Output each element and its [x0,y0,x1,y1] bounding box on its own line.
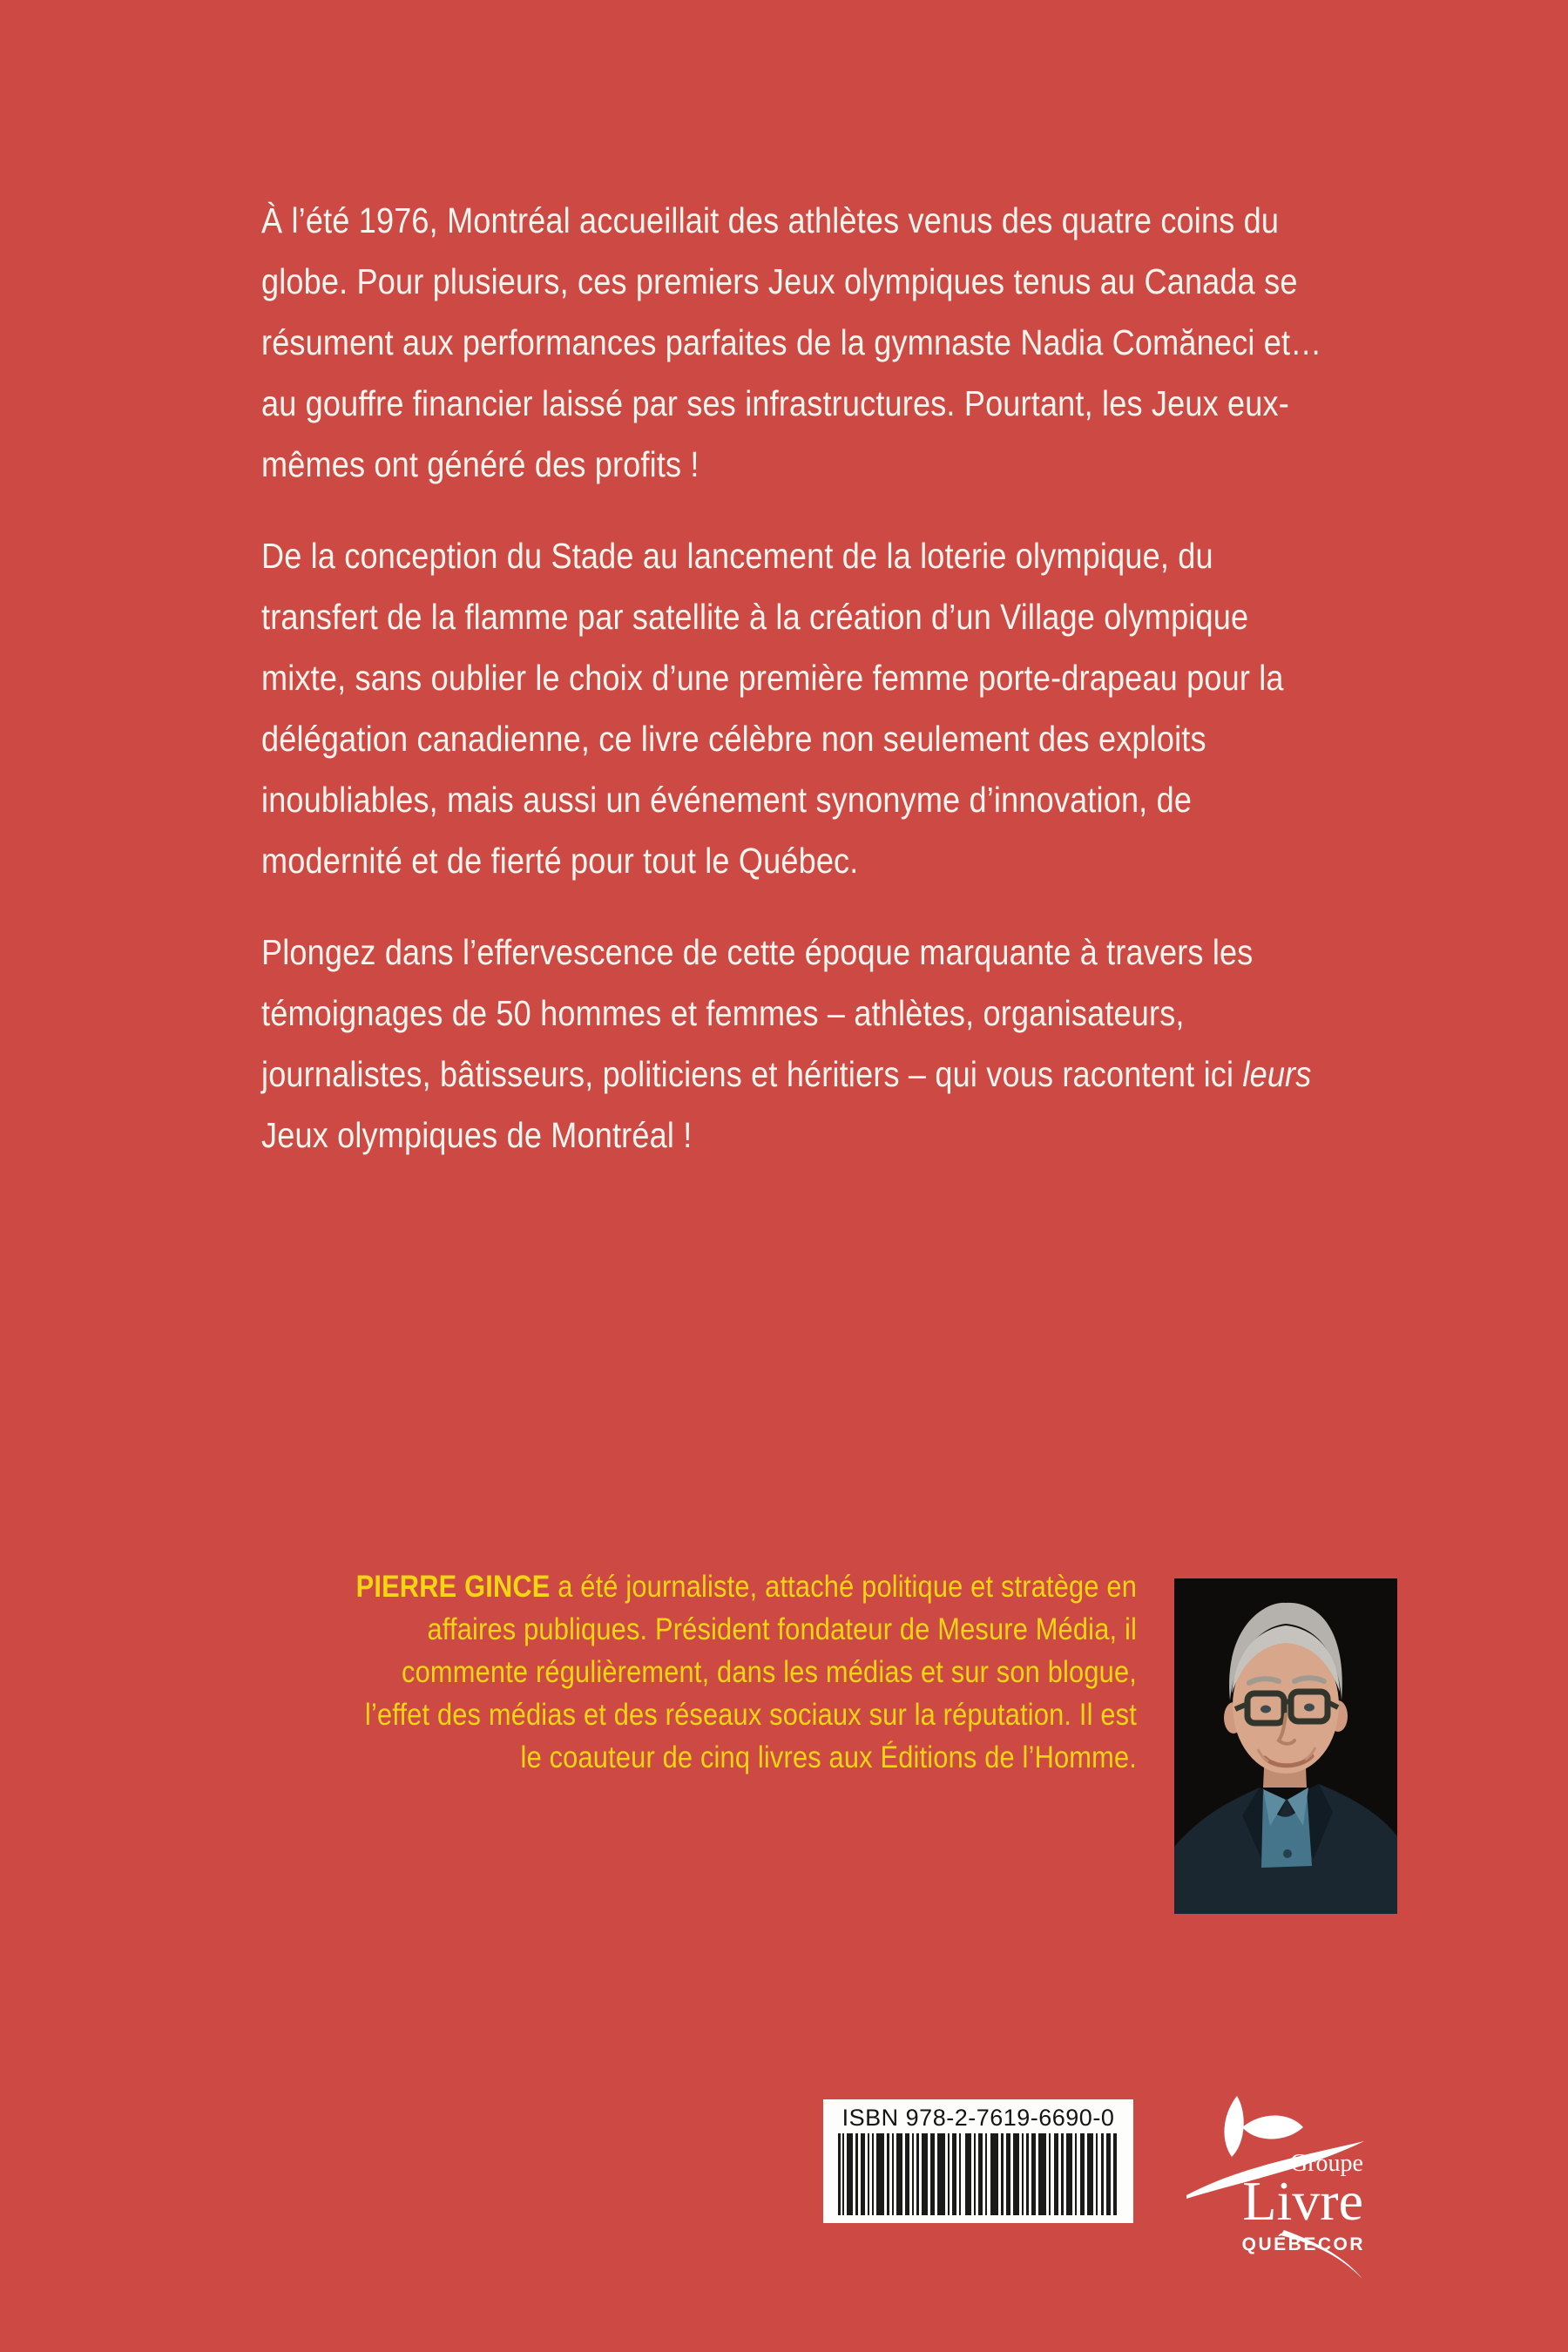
synopsis-italic-word: leurs [1242,1054,1312,1094]
synopsis-paragraph-1: À l’été 1976, Montréal accueillait des athlètes venus des quatre coins du globe. Pour plusieurs, ces premiers Jeux olympiques tenus au Canada se résument aux performances parfaites de la gymnaste Nadia Comăneci et… au gouffre financier laissé par ses infrastructures. Pourtant, les Jeux eux-mêmes ont généré des profits ! [261,200,1322,484]
publisher-groupe-label: Groupe [1290,2150,1363,2177]
publisher-livre-label: Livre [1242,2170,1363,2232]
synopsis [261,190,1335,1166]
publisher-quebecor-label: QUÉBECOR [1241,2234,1365,2254]
synopsis-paragraph-3 [261,922,1335,1166]
synopsis-paragraph-2: De la conception du Stade au lancement de la loterie olympique, du transfert de la flamme par satellite à la création d’un Village olympique mixte, sans oublier le choix d’une première femme porte-drapeau pour la délégation canadienne, ce livre célèbre non seulement des exploits inoubliables, mais aussi un événement synonyme d’innovation, de modernité et de fierté pour tout le Québec. [261,536,1284,881]
author-bio [355,1565,1137,1779]
author-photo-illustration [1174,1578,1397,1914]
synopsis-paragraph-3-end: Jeux olympiques de Montréal ! [261,1115,693,1155]
leaf-icon [1224,2096,1243,2157]
isbn-box [823,2099,1133,2223]
author-name: PIERRE GINCE [355,1570,551,1604]
isbn-label: ISBN 978-2-7619-6690-0 [841,2105,1115,2131]
author-photo [1174,1578,1397,1914]
author-bio-text: a été journaliste, attaché politique et stratège en affaires publiques. Président fondateur de Mesure Média, il commente régulièrement, dans les médias et sur son blogue, l’effet des médias et des réseaux sociaux sur la réputation. Il est le coauteur de cinq livres aux Éditions de l’Homme. [364,1570,1138,1774]
leaf-icon [1242,2116,1303,2139]
isbn-barcode [838,2133,1119,2215]
synopsis-paragraph-3-text: Plongez dans l’effervescence de cette époque marquante à travers les témoignages de 50 hommes et femmes – athlètes, organisateurs, journalistes, bâtisseurs, politiciens et héritiers – qui vous racontent ici [261,932,1254,1094]
publisher-logo [1192,2089,1366,2281]
